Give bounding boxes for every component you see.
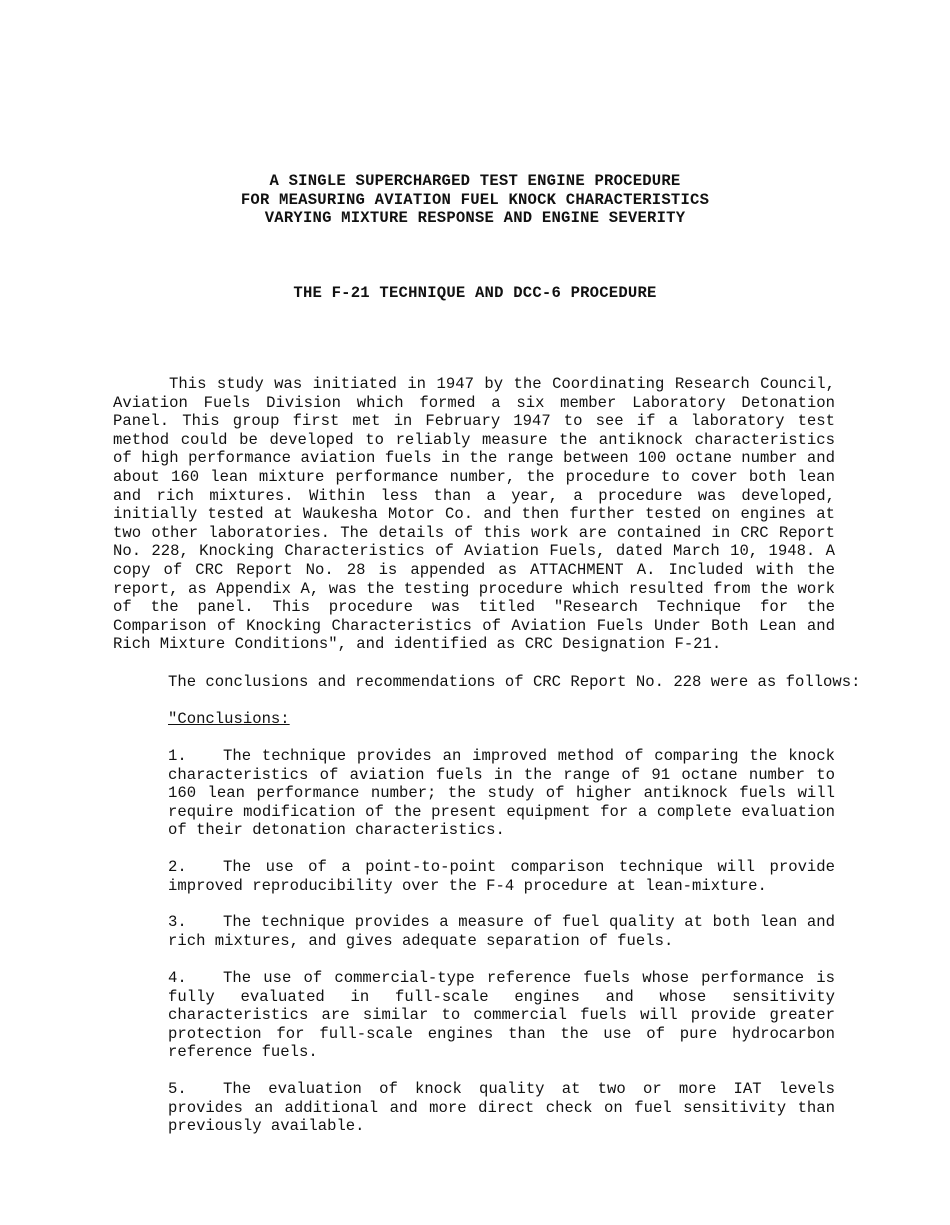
conclusion-item [168, 747, 835, 840]
document-title [0, 172, 950, 228]
conclusion-item-text: The use of a point-to-point comparison technique will provide improved reproducibility over the F-4 procedure at lean-mixture. [168, 858, 835, 895]
conclusion-item [168, 969, 835, 1062]
title-line: FOR MEASURING AVIATION FUEL KNOCK CHARACTERISTICS [240, 190, 710, 209]
conclusion-item-number: 3. [168, 913, 187, 931]
conclusion-item [168, 858, 835, 895]
title-line: VARYING MIXTURE RESPONSE AND ENGINE SEVERITY [264, 209, 686, 228]
conclusion-item-text: The use of commercial-type reference fuels whose performance is fully evaluated in full-scale engines and whose sensitivity characteristics are similar to commercial fuels will provide greater protection for full-scale engines than the use of pure hydrocarbon reference fuels. [168, 969, 835, 1062]
title-line: A SINGLE SUPERCHARGED TEST ENGINE PROCEDURE [269, 172, 681, 190]
intro-paragraph: This study was initiated in 1947 by the Coordinating Research Council, Aviation Fuels Division which formed a six member Laboratory Detonation Panel. This group first met in February 1947 to see if a laboratory test method could be developed to reliably measure the antiknock characteristics of high performance aviation fuels in the range between 100 octane number and about 160 lean mixture performance number, the procedure to cover both lean and rich mixtures. Within less than a year, a procedure was developed, initially tested at Waukesha Motor Co. and then further tested on engines at two other laboratories. The details of this work are contained in CRC Report No. 228, Knocking Characteristics of Aviation Fuels, dated March 10, 1948. A copy of CRC Report No. 28 is appended as ATTACHMENT A. Included with the report, as Appendix A, was the testing procedure which resulted from the work of the panel. This procedure was titled "Research Technique for the Comparison of Knocking Characteristics of Aviation Fuels Under Both Lean and Rich Mixture Conditions", and identified as CRC Designation F-21. [113, 375, 835, 654]
conclusion-item-text: The technique provides an improved method of comparing the knock characteristics of aviation fuels in the range of 91 octane number to 160 lean performance number; the study of higher antiknock fuels will require modification of the present equipment for a complete evaluation of their detonation characteristics. [168, 747, 835, 840]
conclusion-item-text: The technique provides a measure of fuel quality at both lean and rich mixtures, and gives adequate separation of fuels. [168, 913, 835, 950]
conclusion-item-number: 1. [168, 747, 187, 765]
conclusion-item-text: The evaluation of knock quality at two or more IAT levels provides an additional and more direct check on fuel sensitivity than previously available. [168, 1080, 835, 1136]
conclusion-item-number: 5. [168, 1080, 187, 1098]
conclusion-item-number: 2. [168, 858, 187, 876]
document-subtitle: THE F-21 TECHNIQUE AND DCC-6 PROCEDURE [293, 284, 657, 302]
conclusions-lead: The conclusions and recommendations of CRC Report No. 228 were as follows: [168, 673, 861, 691]
conclusion-item [168, 1080, 835, 1136]
conclusion-item-number: 4. [168, 969, 187, 987]
conclusion-item [168, 913, 835, 950]
conclusions-heading: "Conclusions: [168, 710, 290, 728]
